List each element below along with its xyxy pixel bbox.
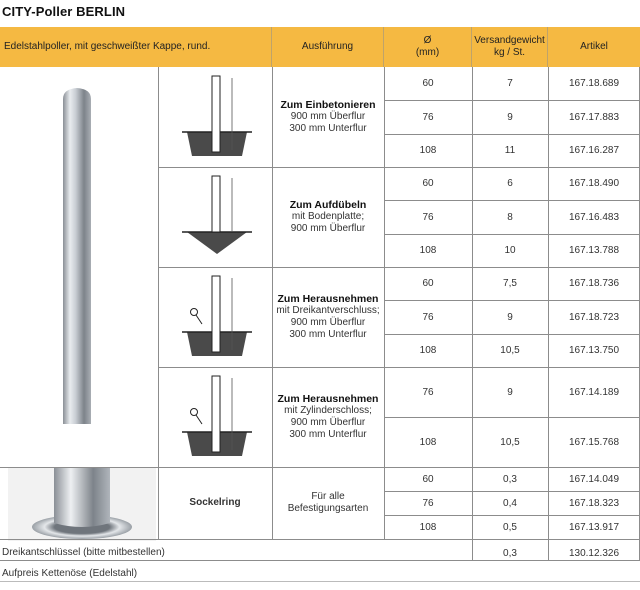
ausfuehrung-line: 300 mm Unterflur [289,429,367,440]
artikel-cell: 167.13.788 [568,245,620,256]
ausfuehrung-line: 900 mm Überflur [290,417,366,428]
ausfuehrung-line: 900 mm Überflur [290,111,366,122]
ausfuehrung-title: Zum Einbetonieren [280,99,376,111]
diameter-cell: 76 [422,211,434,223]
row-divider [384,300,640,301]
diameter-cell: 76 [422,311,434,323]
diameter-cell: 108 [419,245,437,256]
footer-bottom-line [0,581,640,582]
installation-diagram [162,270,272,364]
ausfuehrung-description [272,167,384,267]
artikel-cell: 167.13.917 [568,521,620,533]
header-diameter-symbol: Ø [423,35,432,46]
weight-cell: 10,5 [500,345,520,356]
column-divider [384,67,385,539]
diameter-cell: 76 [422,497,434,509]
weight-cell: 0,4 [503,497,517,509]
diameter-cell: 108 [419,436,437,448]
artikel-cell: 167.18.490 [568,178,620,189]
diameter-cell: 76 [422,386,434,398]
weight-cell: 11 [504,145,516,156]
sockelring-ausfuehrung [272,467,384,539]
row-divider [384,200,640,201]
page-title: CITY-Poller BERLIN [2,4,126,19]
artikel-cell: 167.17.883 [568,111,620,123]
column-divider [472,67,473,560]
ausfuehrung-title: Zum Herausnehmen [277,393,379,405]
diameter-cell: 108 [419,145,437,156]
artikel-cell: 167.16.483 [568,211,620,223]
row-divider [384,134,640,135]
header-artikel: Artikel [548,27,640,67]
sockelring-title: Sockelring [189,497,241,508]
table-bottom-line [0,539,640,540]
artikel-cell: 167.18.723 [568,311,620,323]
sockelring-ausfuehrung-line: Befestigungsarten [287,503,369,514]
column-divider [548,67,549,560]
ausfuehrung-title: Zum Aufdübeln [289,199,367,211]
artikel-cell: 167.18.689 [568,78,620,89]
weight-cell: 9 [507,111,513,123]
weight-cell: 0,3 [503,473,517,485]
weight-cell: 9 [507,386,513,398]
sockelring-photo [8,467,156,541]
header-weight-unit: kg / St. [493,47,526,58]
weight-cell: 0,5 [503,521,517,533]
installation-diagram [162,70,272,164]
artikel-cell: 167.14.049 [568,473,620,485]
diameter-cell: 108 [419,521,437,533]
section-divider [0,467,640,468]
header-weight [472,27,548,67]
ausfuehrung-line: mit Zylinderschloss; [284,405,372,416]
ausfuehrung-line: mit Dreikantverschluss; [276,305,380,316]
row-divider [384,100,640,101]
header-weight-label: Versandgewicht [474,35,545,46]
artikel-cell: 167.15.768 [568,436,620,448]
row-divider [384,334,640,335]
ausfuehrung-line: 300 mm Unterflur [289,123,367,134]
row-divider [384,417,640,418]
diameter-cell: 60 [422,78,434,89]
diameter-cell: 60 [422,473,434,485]
header-ausfuehrung: Ausführung [272,27,384,67]
weight-cell: 10,5 [500,436,520,448]
header-description: Edelstahlpoller, mit geschweißter Kappe, rund. [0,27,272,67]
footer-dreikant-weight: 0,3 [503,547,517,559]
ausfuehrung-line: mit Bodenplatte; [291,211,365,222]
row-divider [384,515,640,516]
sockelring-ausfuehrung-line: Für alle [311,491,345,502]
installation-diagram [162,370,272,464]
diameter-cell: 60 [422,278,434,289]
diameter-cell: 108 [419,345,437,356]
artikel-cell: 167.14.189 [568,386,620,398]
artikel-cell: 167.13.750 [568,345,620,356]
artikel-cell: 167.18.323 [568,497,620,509]
weight-cell: 7,5 [503,278,517,289]
ausfuehrung-title: Zum Herausnehmen [277,293,379,305]
header-diameter-unit: (mm) [415,47,440,58]
footer-kettenoese-label: Aufpreis Kettenöse (Edelstahl) [2,568,138,579]
artikel-cell: 167.16.287 [568,145,620,156]
column-divider [158,67,159,539]
diameter-cell: 76 [422,111,434,123]
diameter-cell: 60 [422,178,434,189]
ausfuehrung-description [272,267,384,367]
ausfuehrung-description [272,367,384,467]
footer-dreikant-artikel: 130.12.326 [568,547,620,559]
ausfuehrung-line: 900 mm Überflur [290,223,366,234]
footer-dreikant-label: Dreikantschlüssel (bitte mitbestellen) [2,547,165,558]
ausfuehrung-line: 300 mm Unterflur [289,329,367,340]
weight-cell: 6 [507,178,513,189]
weight-cell: 9 [507,311,513,323]
ausfuehrung-line: 900 mm Überflur [290,317,366,328]
header-diameter [384,27,472,67]
weight-cell: 8 [507,211,513,223]
weight-cell: 10 [504,245,516,256]
installation-diagram [162,170,272,264]
bollard-photo [40,79,110,439]
ausfuehrung-description [272,67,384,167]
weight-cell: 7 [507,78,513,89]
row-divider [384,234,640,235]
artikel-cell: 167.18.736 [568,278,620,289]
column-divider [272,67,273,539]
row-divider [384,491,640,492]
